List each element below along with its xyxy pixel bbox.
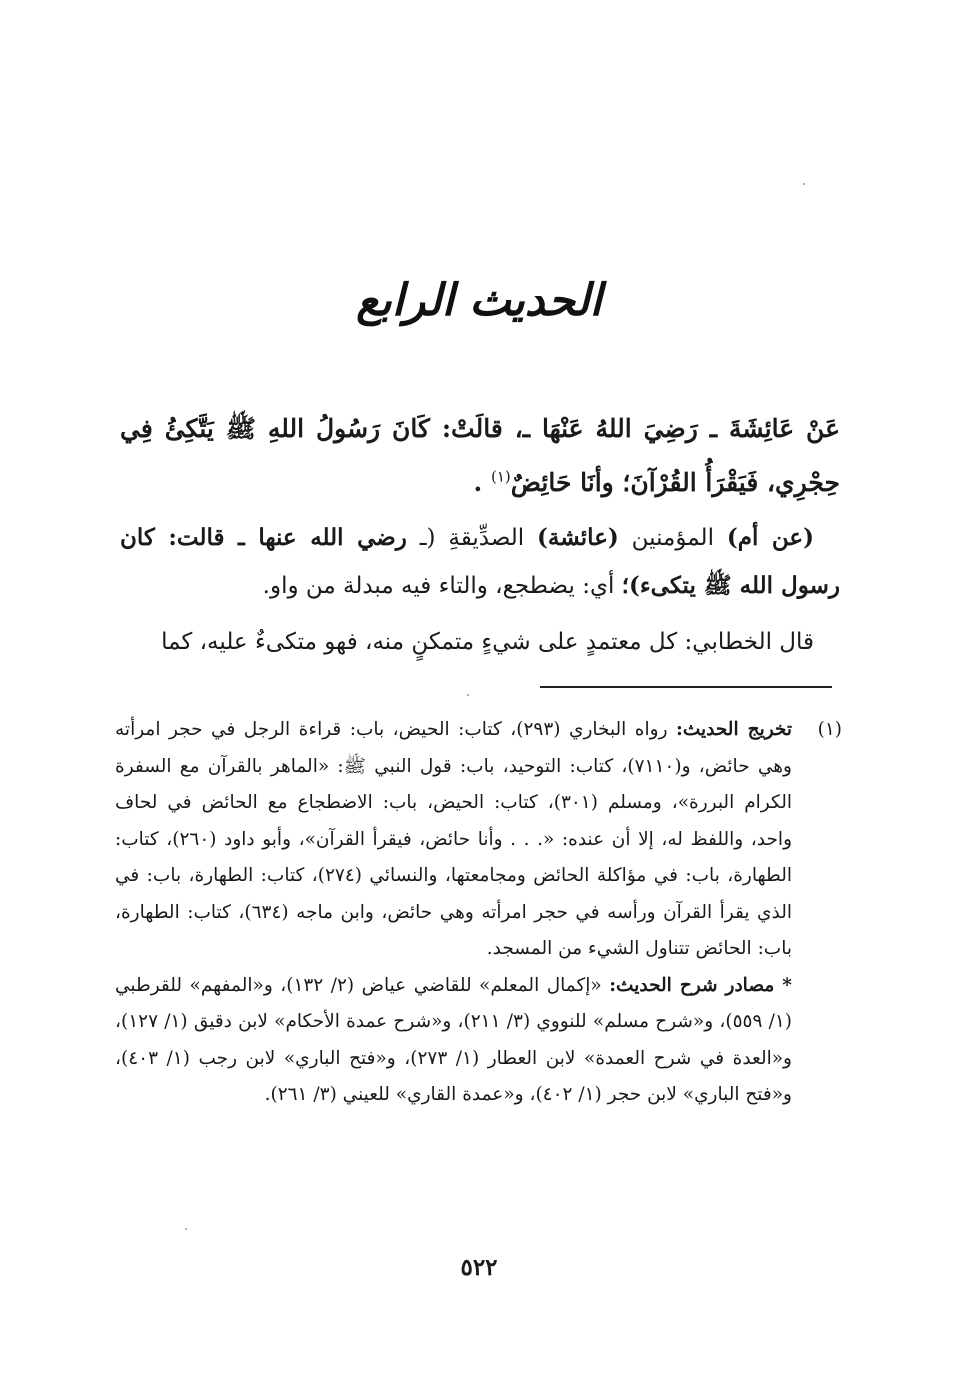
hadith-text xyxy=(120,402,840,510)
chapter-heading: الحديث الرابع xyxy=(356,275,602,326)
footnote-marker: (١) xyxy=(490,467,511,486)
commentary-text: الصدِّيقةِ (ـ xyxy=(419,525,525,551)
scan-speck xyxy=(803,183,805,185)
takhrij xyxy=(115,712,792,968)
commentary-paragraph-1 xyxy=(120,514,840,610)
page-number: ٥٢٢ xyxy=(460,1254,498,1281)
sources xyxy=(115,968,792,1114)
commentary xyxy=(120,514,840,666)
commentary-paragraph-2: قال الخطابي: كل معتمدٍ على شيءٍ متمكنٍ منه، فهو متكىءٌ عليه، كما xyxy=(161,629,814,655)
takhrij-text: رواه البخاري (٢٩٣)، كتاب: الحيض، باب: قراءة الرجل في حجر امرأته وهي حائض، و(٧١١٠)، كتاب: التوحيد، باب: قول النبي ﷺ: «الماهر بالقرآن مع السفرة الكرام البررة»، ومسلم (٣٠١)، كتاب: الحيض، باب: الاضطجاع مع الحائض في لحاف واحد، واللفظ له، إلا أن عنده: «. . . وأنا حائض، فيقرأ القرآن»، وأبو داود (٢٦٠)، كتاب: الطهارة، باب: في مؤاكلة الحائض ومجامعتها، والنسائي (٢٧٤)، كتاب: الطهارة، باب: في الذي يقرأ القرآن ورأسه في حجر امرأته وهي حائض، وابن ماجه (٦٣٤)، كتاب: الطهارة، باب: الحائض تتناول الشيء من المسجد. xyxy=(115,719,792,959)
commentary-text: أي: يضطجع، والتاء فيه مبدلة من واو. xyxy=(262,573,615,599)
footnotes xyxy=(115,712,840,1114)
commentary-quote: رضي الله عنها ـ قالت: كان رسول الله ﷺ يتكىء)؛ xyxy=(120,524,840,599)
takhrij-label: تخريج الحديث: xyxy=(676,719,793,740)
sources-text: «إكمال المعلم» للقاضي عياض (٢/ ١٣٢)، و«المفهم» للقرطبي (١/ ٥٥٩)، و«شرح مسلم» للنووي (٣/ ٢١١)، و«شرح عمدة الأحكام» لابن دقيق (١/ ١٢٧)، و«العدة في شرح العمدة» لابن العطار (١/ ٢٧٣)، و«فتح الباري» لابن رجب (١/ ٤٠٣)، و«فتح الباري» لابن حجر (١/ ٤٠٢)، و«عمدة القاري» للعيني (٣/ ٢٦١). xyxy=(115,974,792,1105)
commentary-text: المؤمنين xyxy=(631,525,714,551)
sources-label: * مصادر شرح الحديث: xyxy=(609,974,792,996)
footnote-separator xyxy=(540,686,832,688)
footnote-number: (١) xyxy=(817,719,842,740)
hadith-body: عَنْ عَائِشَةَ ـ رَضِيَ اللهُ عَنْهَا ـ، قالَتْ: كَانَ رَسُولُ اللهِ ﷺ يَتَّكِئُ فِي حِجْرِي، فَيَقْرَأُ القُرْآنَ؛ وأنَا حَائِضٌ xyxy=(120,414,840,497)
footnote-1 xyxy=(115,712,840,1114)
commentary-quote: (عن أم) xyxy=(726,524,815,551)
scan-speck xyxy=(185,1228,187,1230)
hadith-end: . xyxy=(473,468,483,497)
commentary-quote: (عائشة) xyxy=(537,524,619,551)
scan-speck xyxy=(467,694,469,696)
